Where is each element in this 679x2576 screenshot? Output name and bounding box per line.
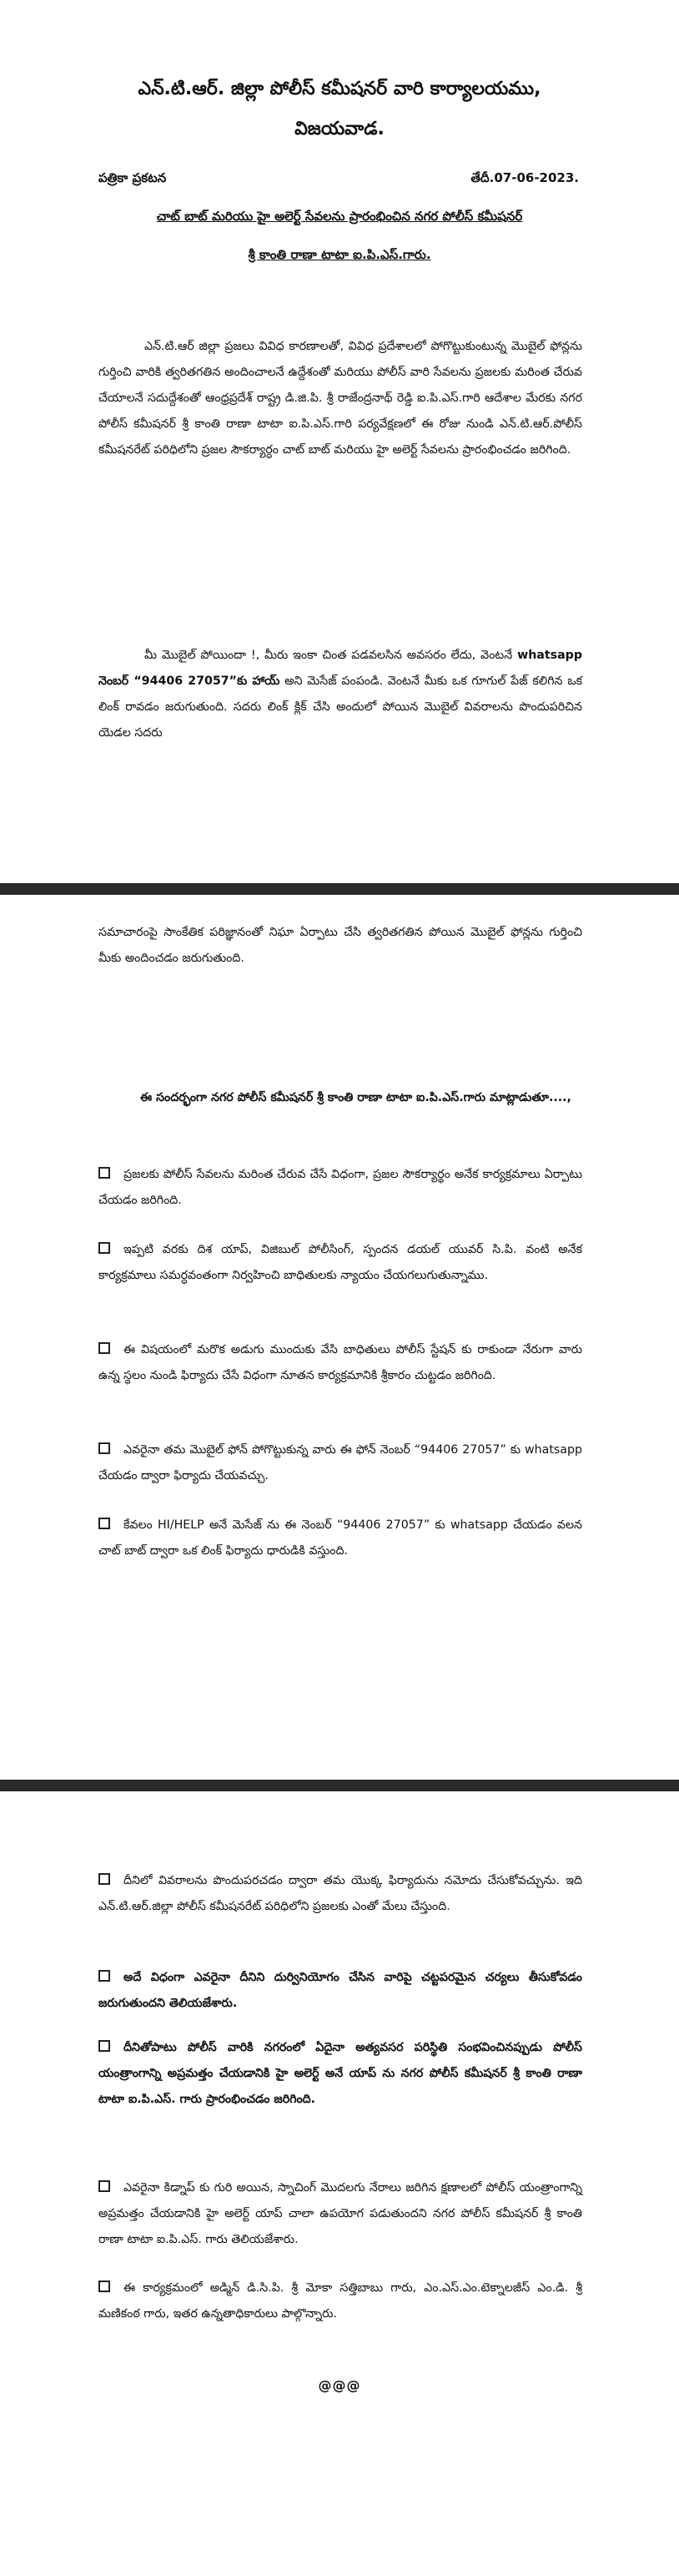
list-item bbox=[98, 1337, 582, 1389]
checkbox-bullet-icon bbox=[98, 2281, 110, 2292]
office-title: ఎన్.టి.ఆర్. జిల్లా పోలీస్ కమీషనర్ వారి కార్యాలయము, bbox=[138, 78, 541, 99]
page-3 bbox=[0, 1791, 679, 2576]
page-separator bbox=[0, 883, 679, 895]
list-item-text: ఇప్పటి వరకు దిశ యాప్, విజిబుల్ పోలీసింగ్, స్పందన డయల్ యువర్ సి.పి. వంటి అనేక కార్యక్రమాలు సమర్ధవంతంగా నిర్వహించి బాధితులకు న్యాయం చేయగలుగుతున్నాము. bbox=[98, 1243, 582, 1282]
list-item-text: అదే విధంగా ఎవరైనా దీనిని దుర్వినియోగం చేసిన వారిపై చట్టపరమైన చర్యలు తీసుకోవడం జరుగుతుందని తెలియజేశారు. bbox=[98, 1971, 582, 2010]
list-item-text: దీనిలో వివరాలను పొందుపరచడం ద్వారా తమ యొక్క ఫిర్యాదును నమోదు చేసుకోవచ్చును. ఇది ఎన్.టి.ఆర్.జిల్లా పోలీస్ కమీషనరేట్ పరిధిలోని ప్రజలకు ఎంతో మేలు చేస్తుంది. bbox=[98, 1874, 582, 1913]
list-item-text: కేవలం HI/HELP అనే మెసేజ్ ను ఈ నెంబర్ “94406 27057” కు whatsapp చేయడం వలన చాట్ బాట్ ద్వారా ఒక లింక్ ఫిర్యాదు ధారుడికి వస్తుంది. bbox=[98, 1518, 582, 1558]
end-marker: @@@ bbox=[318, 2377, 361, 2393]
list-item bbox=[98, 2035, 582, 2113]
list-item bbox=[98, 1237, 582, 1289]
office-city: విజయవాడ. bbox=[294, 119, 385, 139]
checkbox-bullet-icon bbox=[98, 1518, 110, 1529]
checkbox-bullet-icon bbox=[98, 1970, 110, 1982]
checkbox-bullet-icon bbox=[98, 1342, 110, 1354]
press-release-label: పత్రికా ప్రకటన bbox=[98, 170, 167, 185]
checkbox-bullet-icon bbox=[98, 1242, 110, 1254]
paragraph-whatsapp-text-b: అని మెసేజ్ పంపండి. వెంటనే మీకు ఒక గూగుల్ పేజ్ కలిగిన ఒక లింక్ రావడం జరుగుతుంది. సదరు లింక్ క్లిక్ చేసి అందులో పోయిన మొబైల్ వివరాలను పొందుపరిచిన యెడల సదరు bbox=[98, 674, 582, 740]
page-1 bbox=[0, 0, 679, 883]
list-item bbox=[98, 1965, 582, 2017]
list-item bbox=[98, 2275, 582, 2327]
paragraph-continuation: సమాచారంపై సాంకేతిక పరిజ్ఞానంతో నిఘా ఏర్పాటు చేసి త్వరితగతిన పోయిన మొబైల్ ఫోన్లను గుర్తించి మీకు అందించడం జరుగుతుంది. bbox=[98, 926, 582, 965]
page-2 bbox=[0, 895, 679, 1780]
whatsapp-number-highlight: whatsapp నెంబర్ “94406 27057”కు హాయ్ bbox=[98, 649, 582, 688]
checkbox-bullet-icon bbox=[98, 1167, 110, 1179]
release-date: తేదీ.07-06-2023. bbox=[470, 170, 579, 185]
list-item bbox=[98, 1513, 582, 1564]
list-item bbox=[98, 1162, 582, 1214]
list-item-text: ప్రజలకు పోలీస్ సేవలను మరింత చేరువ చేసే విధంగా, ప్రజల సౌకర్యార్థం అనేక కార్యక్రమాలు ఏర్పాటు చేయడం జరిగింది. bbox=[98, 1168, 582, 1207]
paragraph-intro: ఎన్.టి.ఆర్ జిల్లా ప్రజలు వివిధ కారణాలతో, వివిధ ప్రదేశాలలో పోగొట్టుకుంటున్న మొబైల్ ఫోన్లను గుర్తించి వారికి త్వరితగతిన అందించాలనే ఉద్దేశంతో మరియు పోలీస్ వారి సేవలను ప్రజలకు మరింత చేరువ చేయాలనే సదుద్దేశంతో ఆంధ్రప్రదేశ్ రాష్ట్ర డి.జి.పి. శ్రీ రాజేంద్రనాథ్ రెడ్డి ఐ.పి.ఎస్.గారి ఆదేశాల మేరకు నగర పోలీస్ కమీషనర్ శ్రీ కాంతి రాణా టాటా ఐ.పి.ఎస్.గారి పర్యవేక్షణలో ఈ రోజు నుండి ఎన్.టి.ఆర్.పోలీస్ కమీషనరేట్ పరిధిలోని ప్రజల సౌకర్యార్ధం చాట్ బాట్ మరియు హై అలెర్ట్ సేవలను ప్రారంభించడం జరిగింది. bbox=[98, 340, 582, 457]
checkbox-bullet-icon bbox=[98, 2180, 110, 2192]
commissioner-statement-lead: ఈ సందర్భంగా నగర పోలీస్ కమీషనర్ శ్రీ కాంతి రాణా టాటా ఐ.పి.ఎస్.గారు మాట్లాడుతూ...., bbox=[140, 1091, 571, 1104]
subject-line-2: శ్రీ కాంతి రాణా టాటా ఐ.పి.ఎస్.గారు. bbox=[248, 247, 431, 262]
paragraph-whatsapp-text-a: మీ మొబైల్ పోయిందా !, మీరు ఇంకా చింత పడవలసిన అవసరం లేదు, వెంటనే bbox=[144, 649, 518, 662]
paragraph-whatsapp bbox=[98, 643, 582, 746]
list-item bbox=[98, 1437, 582, 1489]
list-item-text: ఎవరైనా కిడ్నాప్ కు గురి అయిన, స్నాచింగ్ మొదలగు నేరాలు జరిగిన క్షణాలలో పోలీస్ యంత్రాంగాన్ని అప్రమత్తం చేయడానికి హై అలెర్ట్ యాప్ చాలా ఉపయోగ పడుతుందని నగర పోలీస్ కమీషనర్ శ్రీ కాంతి రాణా టాటా ఐ.పి.ఎస్. గారు తెలియజేశారు. bbox=[98, 2181, 582, 2246]
list-item bbox=[98, 1868, 582, 1920]
checkbox-bullet-icon bbox=[98, 1873, 110, 1885]
list-item-text: దీనితోపాటు పోలీస్ వారికి నగరంలో ఏదైనా అత్యవసర పరిస్థితి సంభవించినప్పుడు పోలీస్ యంత్రాంగాన్ని అప్రమత్తం చేయడానికి హై అలెర్ట్ అనే యాప్ ను నగర పోలీస్ కమీషనర్ శ్రీ కాంతి రాణా టాటా ఐ.పి.ఎస్. గారు ప్రారంభించడం జరిగింది. bbox=[98, 2041, 582, 2106]
list-item-text: ఈ విషయంలో మరొక అడుగు ముందుకు వేసి బాధితులు పోలీస్ స్టేషన్ కు రాకుండా నేరుగా వారు ఉన్న స్థలం నుండి ఫిర్యాదు చేసే విధంగా నూతన కార్యక్రమానికి శ్రీకారం చుట్టడం జరిగింది. bbox=[98, 1343, 582, 1382]
subject-line-1: చాట్ బాట్ మరియు హై అలెర్ట్ సేవలను ప్రారంభించిన నగర పోలీస్ కమీషనర్ bbox=[156, 209, 523, 224]
checkbox-bullet-icon bbox=[98, 1442, 110, 1454]
list-item bbox=[98, 2175, 582, 2253]
list-item-text: ఎవరైనా తమ మొబైల్ ఫోన్ పోగొట్టుకున్న వారు ఈ ఫోన్ నెంబర్ “94406 27057” కు whatsapp చేయడం ద్వారా ఫిర్యాదు చేయవచ్చు. bbox=[98, 1443, 582, 1482]
list-item-text: ఈ కార్యక్రమంలో అడ్మిన్ డి.సి.పి. శ్రీ మోకా సత్తిబాబు గారు, ఎం.ఎస్.ఎం.టెక్నాలజీస్ ఎం.డి. శ్రీ మణికంఠ గారు, ఇతర ఉన్నతాధికారులు పాల్గొన్నారు. bbox=[98, 2281, 582, 2321]
page-separator bbox=[0, 1780, 679, 1791]
checkbox-bullet-icon bbox=[98, 2040, 110, 2052]
